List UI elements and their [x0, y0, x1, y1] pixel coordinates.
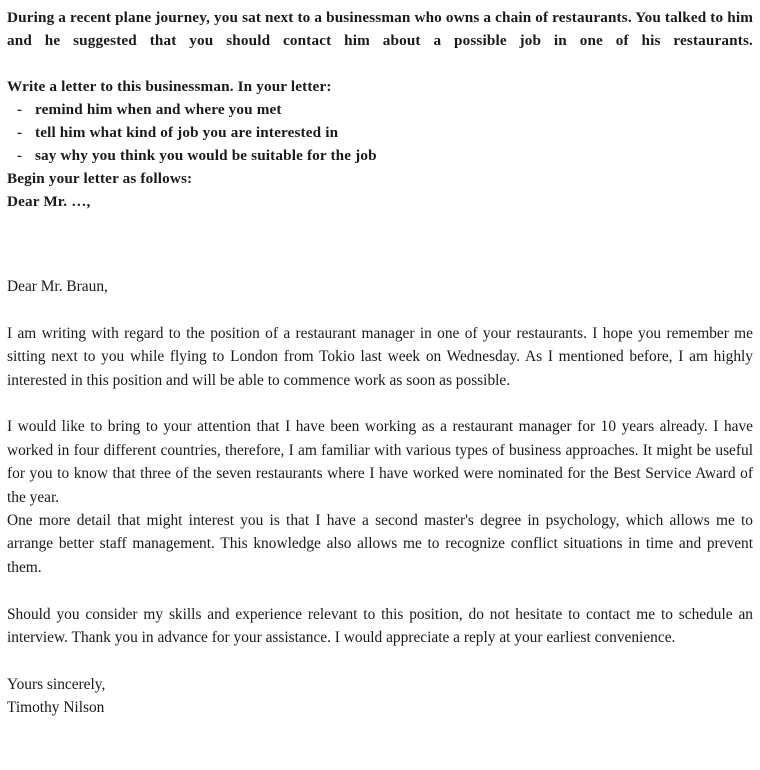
letter-answer-block [7, 275, 753, 720]
letter-spacer [7, 392, 753, 415]
prompt-answer-separator [7, 213, 753, 275]
task-bullet-item [7, 98, 753, 121]
task-bullet-item [7, 121, 753, 144]
letter-paragraph-1: I am writing with regard to the position of a restaurant manager in one of your restaurants. I hope you remember me sitting next to you while flying to London from Tokio last week on Wednesday. As I mentioned before, I am highly interested in this position and will be able to commence work as soon as possible. [7, 324, 753, 389]
letter-paragraph-4: Should you consider my skills and experience relevant to this position, do not hesitate to contact me to schedule an interview. Thank you in advance for your assistance. I would appreciate a reply at your earliest convenience. [7, 605, 753, 647]
bullet-dash-marker: - [17, 101, 23, 118]
letter-spacer [7, 298, 753, 321]
task-bullet-label: remind him when and where you met [35, 101, 282, 118]
task-bullet-item [7, 144, 753, 167]
task-bullet-label: say why you think you would be suitable for the job [35, 147, 377, 164]
letter-closing: Yours sincerely, [7, 675, 106, 693]
bullet-dash-marker: - [17, 147, 23, 164]
salutation-template: Dear Mr. …, [7, 193, 91, 210]
letter-spacer [7, 649, 753, 672]
letter-spacer [7, 579, 753, 602]
letter-paragraph-3: One more detail that might interest you is that I have a second master's degree in psychology, which allows me to arrange better staff management. This knowledge also allows me to recognize conflict situations in time and prevent them. [7, 512, 753, 576]
letter-salutation: Dear Mr. Braun, [7, 278, 108, 295]
task-intro-paragraph: During a recent plane journey, you sat next to a businessman who owns a chain of restaurants. You talked to him and he suggested that you should contact him about a possible job in one of his restaurants. [7, 9, 753, 49]
task-bullet-label: tell him what kind of job you are interested in [35, 124, 339, 141]
bullet-dash-marker: - [17, 124, 23, 141]
task-prompt-block [7, 6, 753, 213]
begin-letter-instruction: Begin your letter as follows: [7, 170, 193, 187]
task-instruction: Write a letter to this businessman. In your letter: [7, 78, 332, 95]
task-bullet-list [7, 98, 753, 167]
letter-paragraph-2: I would like to bring to your attention that I have been working as a restaurant manager for 10 years already. I have worked in four different countries, therefore, I am familiar with various types of business approaches. It might be useful for you to know that three of the seven restaurants where I have worked were nominated for the Best Service Award of the year. [7, 418, 753, 506]
letter-signature-name: Timothy Nilson [7, 699, 105, 717]
